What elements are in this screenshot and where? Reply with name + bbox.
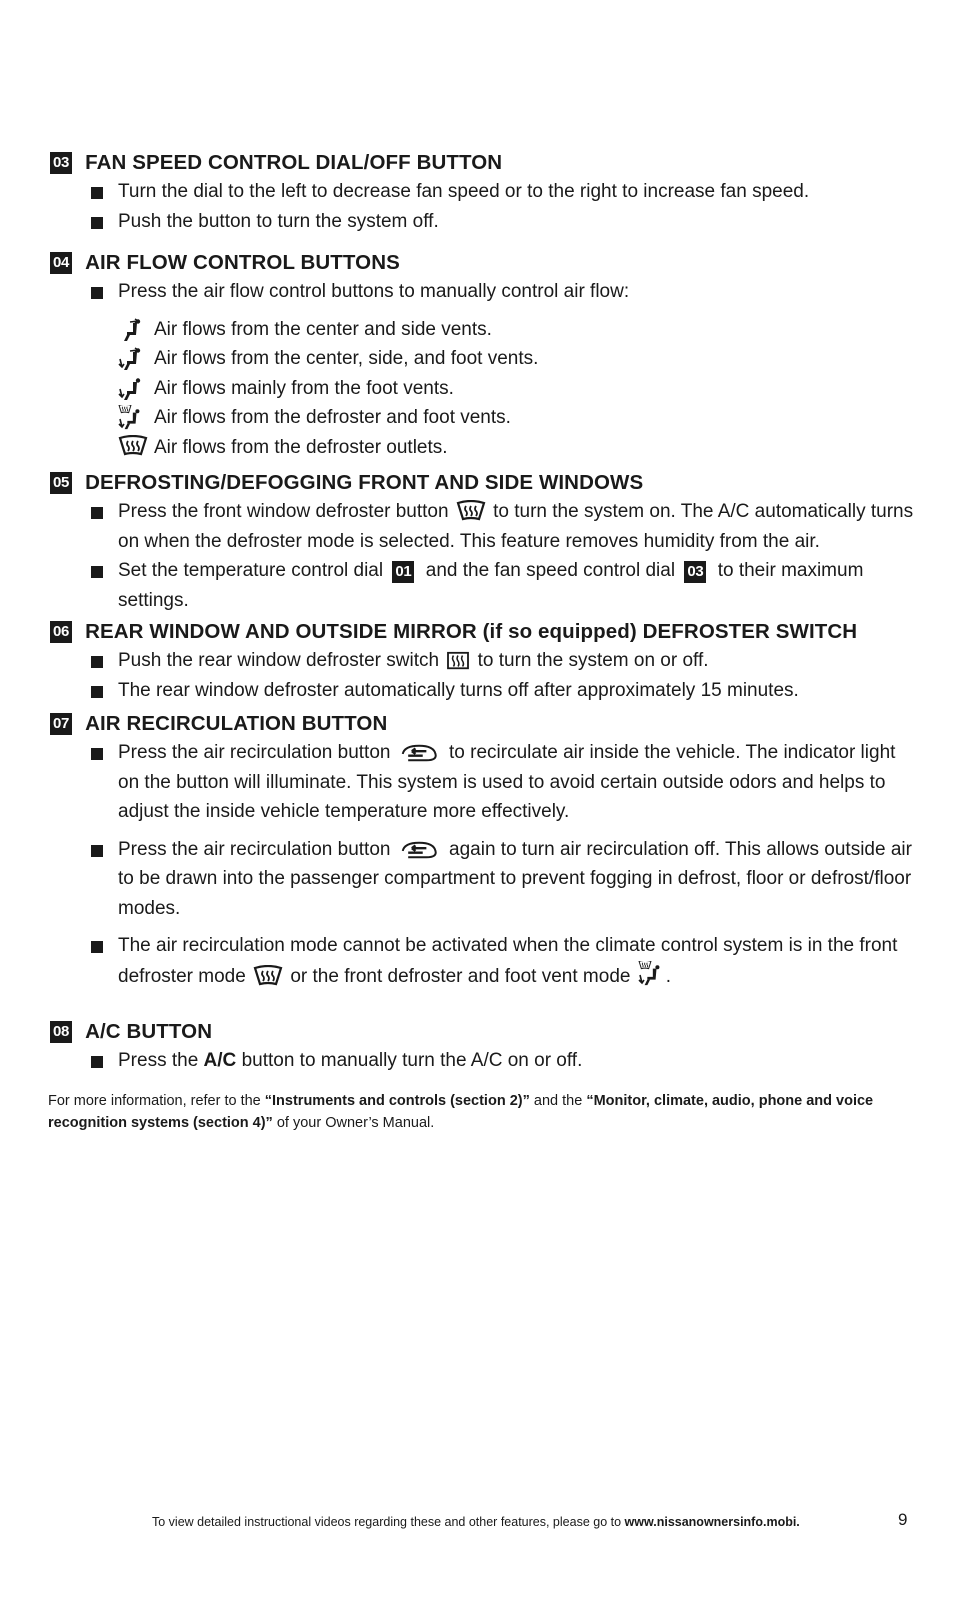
section-heading — [50, 618, 920, 646]
section-rear-defroster — [50, 618, 920, 705]
page-number: 9 — [898, 1510, 908, 1529]
front-defroster-icon — [253, 965, 283, 987]
air-flow-mode-text: Air flows mainly from the foot vents. — [154, 377, 454, 399]
reference-badge: 01 — [392, 561, 414, 583]
footer-link[interactable]: www.nissanownersinfo.mobi. — [624, 1515, 800, 1529]
list-item — [50, 646, 920, 676]
list-item: Turn the dial to the left to decrease fan speed or to the right to increase fan speed. — [50, 177, 920, 207]
list-item-text: to recirculate air inside the vehicle. The indicator light on the button will illuminate. This system is used to avoid certain outside odors and helps to adjust the inside vehicle temperature more effectively. — [118, 742, 896, 822]
list-item-text: . — [665, 965, 672, 987]
air-flow-mode-text: Air flows from the center, side, and foot vents. — [154, 348, 539, 369]
air-flow-mode-item — [118, 315, 920, 345]
list-item — [50, 835, 920, 924]
section-title: FAN SPEED CONTROL DIAL/OFF BUTTON — [85, 151, 503, 174]
footer — [152, 1515, 800, 1529]
air-flow-mode-item — [118, 403, 920, 433]
section-heading — [50, 149, 920, 177]
list-item-text: Set the temperature control dial — [118, 560, 384, 581]
list-item-text: Press the — [118, 1050, 199, 1071]
list-item-text: to turn the system on. The A/C automatically turns on when the defroster mode is selected. This feature removes humidity from the air. — [118, 501, 914, 552]
list-item-text: and the fan speed control dial — [425, 560, 676, 581]
list-item-text: The air recirculation mode cannot be activated when the climate control system is in the front defroster mode — [118, 935, 898, 987]
air-flow-mode-list — [50, 315, 920, 463]
list-item-text: Press the air recirculation button — [118, 838, 391, 860]
list-item-text: to their maximum settings. — [118, 560, 864, 611]
section-defrost-front — [50, 469, 920, 615]
air-flow-mode-item — [118, 374, 920, 404]
list-item-text: Press the front window defroster button — [118, 501, 449, 522]
recirculation-icon — [398, 840, 442, 860]
list-item: Press the air flow control buttons to manually control air flow: — [50, 277, 920, 307]
section-title: A/C BUTTON — [85, 1020, 213, 1043]
list-item: The rear window defroster automatically turns off after approximately 15 minutes. — [50, 676, 920, 706]
section-heading — [50, 1018, 920, 1046]
section-heading — [50, 710, 920, 738]
section-recirculation — [50, 710, 920, 991]
air-flow-mode-text: Air flows from the defroster and foot vents. — [154, 407, 511, 428]
reference-badge: 03 — [684, 561, 706, 583]
section-title: AIR FLOW CONTROL BUTTONS — [85, 251, 400, 274]
front-defroster-icon — [456, 500, 486, 522]
list-item-text: Press the air recirculation button — [118, 742, 391, 763]
list-item-text: to turn the system on or off. — [477, 650, 709, 671]
section-heading — [50, 469, 920, 497]
section-number-badge: 06 — [50, 621, 72, 643]
footer-text: To view detailed instructional videos regarding these and other features, please go to — [152, 1515, 622, 1529]
section-fan-speed — [50, 149, 920, 236]
section-number-badge: 05 — [50, 472, 72, 494]
section-title: AIR RECIRCULATION BUTTON — [85, 712, 388, 735]
list-item: Push the button to turn the system off. — [50, 207, 920, 237]
front-defroster-icon — [118, 435, 148, 467]
list-item — [50, 931, 920, 991]
section-ac-button — [50, 1018, 920, 1076]
vent-defrost-foot-icon — [638, 961, 664, 987]
air-flow-mode-item — [118, 433, 920, 463]
list-item — [50, 738, 920, 827]
list-item — [50, 1046, 920, 1076]
section-heading — [50, 249, 920, 277]
list-item-text: or the front defroster and foot vent mode — [290, 965, 631, 987]
rear-defroster-icon — [446, 651, 470, 671]
list-item-text: Push the rear window defroster switch — [118, 650, 440, 671]
list-item — [50, 556, 920, 615]
section-title: DEFROSTING/DEFOGGING FRONT AND SIDE WINDOWS — [85, 471, 644, 494]
ac-label: A/C — [203, 1050, 237, 1071]
air-flow-mode-text: Air flows from the center and side vents. — [154, 318, 492, 340]
section-number-badge: 03 — [50, 152, 72, 174]
list-item-text: button to manually turn the A/C on or off. — [241, 1050, 583, 1071]
section-air-flow — [50, 249, 920, 462]
section-number-badge: 08 — [50, 1021, 72, 1043]
section-number-badge: 04 — [50, 252, 72, 274]
reference-note: For more information, refer to the “Instruments and controls (section 2)” and the “Monitor, climate, audio, phone and voice recognition systems (section 4)” of your Owner’s Manual. — [48, 1093, 874, 1131]
recirculation-icon — [398, 743, 442, 763]
list-item — [50, 497, 920, 556]
air-flow-mode-item — [118, 344, 920, 374]
list-item-text: again to turn air recirculation off. This allows outside air to be drawn into the passenger compartment to prevent fogging in defrost, floor or defrost/floor modes. — [118, 838, 912, 919]
section-title: REAR WINDOW AND OUTSIDE MIRROR (if so equipped) DEFROSTER SWITCH — [85, 620, 858, 643]
air-flow-mode-text: Air flows from the defroster outlets. — [154, 436, 448, 458]
section-number-badge: 07 — [50, 713, 72, 735]
